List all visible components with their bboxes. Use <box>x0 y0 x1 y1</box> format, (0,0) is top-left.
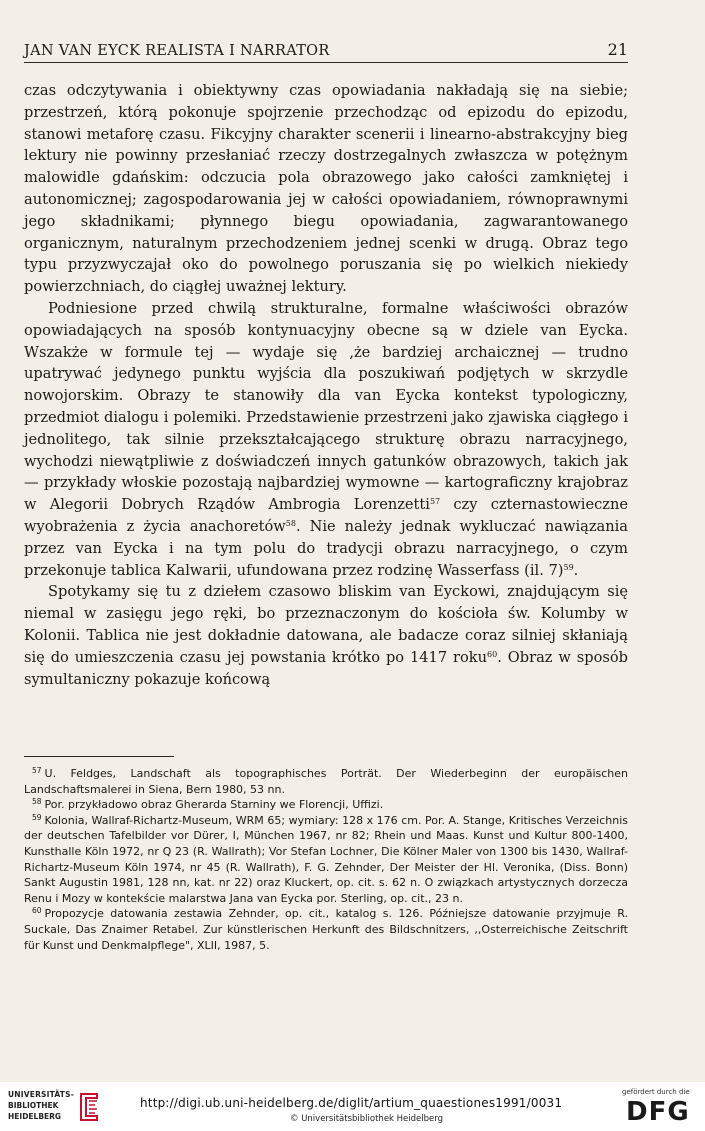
footnote-ref-59: 59 <box>563 562 574 572</box>
footnote-number: 59 <box>32 812 42 822</box>
page-number: 21 <box>607 40 628 59</box>
footnote-ref-58: 58 <box>285 518 296 528</box>
permalink-url[interactable]: http://digi.ub.uni-heidelberg.de/diglit/artium_quaestiones1991/0031 <box>140 1096 563 1110</box>
copyright-notice: © Universitätsbibliothek Heidelberg <box>290 1114 444 1124</box>
footnote-58 <box>24 797 628 813</box>
paragraph-2 <box>24 298 628 581</box>
library-name-line-3: HEIDELBERG <box>8 1112 62 1121</box>
paragraph-3 <box>24 581 628 690</box>
paragraph-3-text-b: . Obraz w sposób symultaniczny pokazuje końcową <box>24 648 628 688</box>
footnote-text: Propozycje datowania zestawia Zehnder, op. cit., katalog s. 126. Późniejsze datowanie przyjmuje R. Suckale, Das Znaimer Retabel. Zur künstlerischen Herkunft des Bildschnitzers, ,,Osterreichische Zeitschrift für Kunst und Denkmalpflege", XLII, 1987, 5. <box>24 907 628 952</box>
footnote-number: 58 <box>32 797 42 807</box>
library-emblem-icon <box>78 1092 100 1122</box>
library-logo[interactable] <box>8 1088 100 1126</box>
footnote-60 <box>24 906 628 953</box>
main-text <box>24 80 628 690</box>
paragraph-2-text-b: czy czternastowieczne wyobrażenia z życia anachoretów <box>24 496 628 535</box>
library-name-line-2: BIBLIOTHEK <box>8 1101 59 1110</box>
footnote-text: Por. przykładowo obraz Gherarda Starniny we Florencji, Uffizi. <box>44 798 384 812</box>
footnote-text: U. Feldges, Landschaft als topographisches Porträt. Der Wiederbeginn der europäischen Landschaftsmalerei in Siena, Bern 1980, 53 nn. <box>24 767 628 796</box>
footnote-number: 57 <box>32 766 42 775</box>
footnote-number: 60 <box>32 906 42 916</box>
running-head: JAN VAN EYCK REALISTA I NARRATOR <box>24 43 330 59</box>
paragraph-2-text-d: . <box>573 561 579 579</box>
dfg-logo-text: DFG <box>626 1097 690 1124</box>
paragraph-3-text-a: Spotykamy się tu z dziełem czasowo bliskim van Eyckowi, znajdującym się niemal w zasięgu jego ręki, bo przeznaczonym do kościoła św. Kolumby w Kolonii. Tablica nie jest dokładnie datowana, ale badacze coraz silniej skłaniają się do umieszczenia czasu jej powstania krótko po 1417 roku <box>24 583 628 666</box>
footnote-text: Kolonia, Wallraf-Richartz-Museum, WRM 65; wymiary: 128 x 176 cm. Por. A. Stange, Kritisches Verzeichnis der deutschen Tafelbilder vor Dürer, I, München 1967, nr 82; Rhein und Maas. Kunst und Kultur 800-1400, Kunsthalle Köln 1972, nr Q 23 (R. Wallrath); Vor Stefan Lochner, Die Kölner Maler von 1300 bis 1430, Wallraf-Richartz-Museum Köln 1974, nr 45 (R. Wallrath), F. G. Zehnder, Der Meister der Hl. Veronika, (Diss. Bonn) Sankt Augustin 1981, 128 nn, kat. nr 22) oraz Kluckert, op. cit. s. 62 n. O związkach artystycznych dorzecza Renu i Mozy w kontekście malarstwa Jana van Eycka por. Sterling, op. cit., 23 n. <box>24 813 628 905</box>
footnote-ref-57: 57 <box>429 497 441 507</box>
funder-label: gefördert durch die <box>622 1088 690 1096</box>
footnote-59 <box>24 813 628 907</box>
footnote-divider <box>24 756 174 757</box>
footnote-ref-60: 60 <box>487 649 498 659</box>
dfg-logo[interactable] <box>624 1096 696 1124</box>
page-header <box>24 40 628 63</box>
paragraph-1: czas odczytywania i obiektywny czas opowiadania nakładają się na siebie; przestrzeń, którą pokonuje spojrzenie przechodząc od epizodu do epizodu, stanowi metaforę czasu. Fikcyjny charakter scenerii i linearno-abstrakcyjny bieg lektury nie powinny przesłaniać rzeczy dostrzegalnych zwłaszcza w potężnym malowidle gdańskim: odczucia pola obrazowego jako całości zamkniętej i autonomicznej; zagospodarowania jej w całości opowiadaniem, równoprawnymi jego składnikami; płynnego biegu opowiadania, zagwarantowanego organicznym, naturalnym przechodzeniem jednej scenki w drugą. Obraz tego typu przyzwyczajał oko do powolnego poruszania się po wielkich niekiedy powierzchniach, do ciągłej uważnej lektury. <box>24 82 628 296</box>
footnote-57 <box>24 766 628 797</box>
library-name-line-1: UNIVERSITÄTS- <box>8 1090 75 1099</box>
footnotes <box>24 766 628 953</box>
paragraph-2-text-c: . Nie należy jednak wykluczać nawiązania przez van Eycka i na tym polu do tradycji obrazu narracyjnego, o czym przekonuje tablica Kalwarii, ufundowana przez rodzinę Wasserfass (il. 7) <box>24 517 628 579</box>
paragraph-2-text-a: Podniesione przed chwilą strukturalne, formalne właściwości obrazów opowiadających na sposób kontynuacyjny obecne są w dziele van Eycka. Wszakże w formule tej — wydaje się ,że bardziej archaicznej — trudno upatrywać jedynego punktu wyjścia dla poszukiwań podjętych w skrzydle nowojorskim. Obrazy te stanowiły dla van Eycka kontekst typologiczny, przedmiot dialogu i polemiki. Przedstawienie przestrzeni jako zjawiska ciągłego i jednolitego, tak silnie przekształcającego strukturę obrazu narracyjnego, wychodzi niewątpliwie z doświadczeń innych gatunków obrazowych, takich jak — przykłady włoskie pozostają najbardziej wymowne — kartograficzny krajobraz w Alegorii Dobrych Rządów Ambrogia Lorenzetti <box>24 299 628 514</box>
digitization-footer <box>0 1082 705 1131</box>
